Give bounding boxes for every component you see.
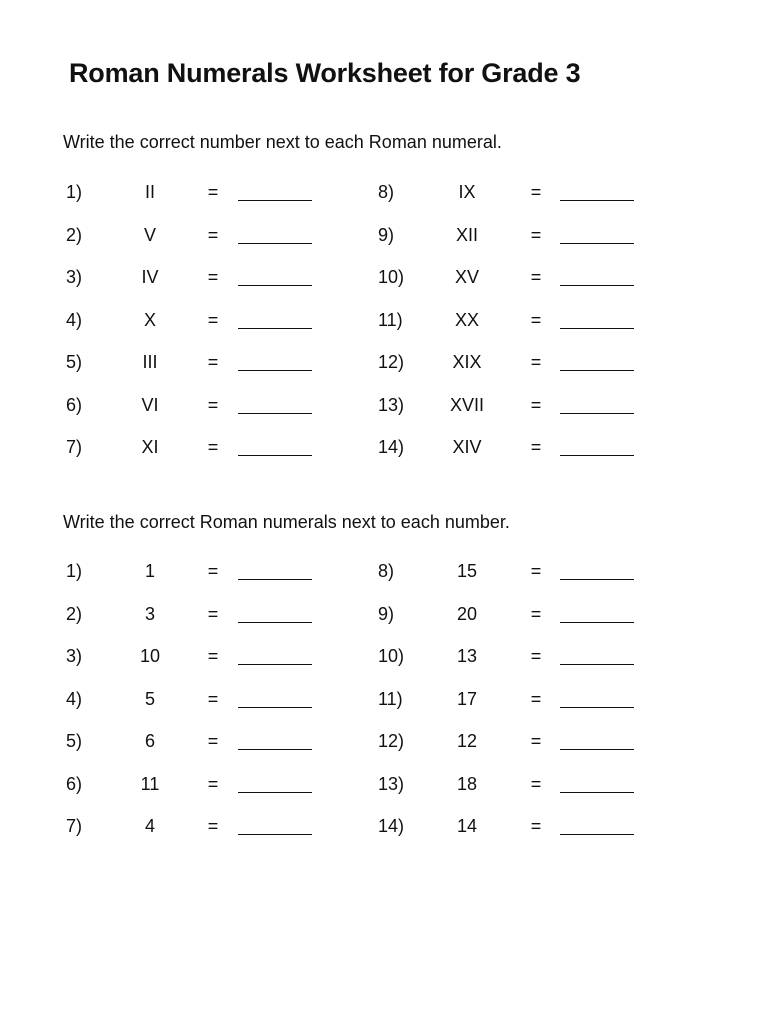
equals-sign: = [530,394,542,415]
problem-number: 13) [378,394,405,415]
problem-row [378,816,634,842]
answer-blank[interactable] [238,352,312,371]
problem-number: 6) [66,773,83,794]
answer-blank[interactable] [238,225,312,244]
problem-row [66,816,312,842]
answer-blank[interactable] [238,774,312,793]
problem-row [66,646,312,672]
problem-number: 12) [378,731,405,751]
answer-blank[interactable] [238,182,312,201]
arabic-number: 15 [456,561,478,581]
answer-blank[interactable] [560,561,634,580]
equals-sign: = [530,773,542,794]
equals-sign: = [530,646,542,666]
arabic-number: 12 [456,731,478,751]
answer-blank[interactable] [238,604,312,623]
problem-number: 8) [378,561,395,581]
problem-number: 8) [378,182,395,202]
problem-row [378,689,634,715]
equals-sign: = [530,352,542,372]
roman-numeral: XV [454,267,479,287]
problem-number: 12) [378,352,405,372]
equals-sign: = [530,267,542,287]
roman-numeral: V [143,224,156,245]
problem-number: 6) [66,394,83,415]
arabic-number: 6 [144,731,155,751]
problem-row [66,689,312,715]
problem-row [378,310,634,336]
roman-numeral: VI [141,394,159,415]
problem-row [66,774,312,800]
answer-blank[interactable] [238,816,312,835]
roman-numeral: X [143,309,156,330]
roman-numeral: XIX [452,352,482,372]
problem-row [66,182,312,208]
equals-sign: = [207,224,219,245]
problem-row [378,182,634,208]
roman-numeral: III [142,352,158,372]
answer-blank[interactable] [238,267,312,286]
answer-blank[interactable] [238,395,312,414]
answer-blank[interactable] [560,689,634,708]
answer-blank[interactable] [560,395,634,414]
problem-row [378,267,634,293]
problem-row [378,225,634,251]
roman-numeral: IV [141,267,159,287]
problem-row [66,225,312,251]
answer-blank[interactable] [238,310,312,329]
problem-row [378,604,634,630]
problem-number: 9) [378,603,395,624]
roman-numeral: XX [454,309,479,330]
equals-sign: = [207,816,219,836]
equals-sign: = [530,816,542,836]
equals-sign: = [207,437,219,457]
problem-row [378,352,634,378]
answer-blank[interactable] [560,267,634,286]
problem-row [378,437,634,463]
equals-sign: = [207,309,219,330]
problem-number: 7) [66,437,83,457]
equals-sign: = [207,731,219,751]
equals-sign: = [207,394,219,415]
problem-row [66,310,312,336]
problem-row [66,395,312,421]
equals-sign: = [530,182,542,202]
problem-row [66,731,312,757]
problem-number: 14) [378,816,405,836]
problem-row [66,561,312,587]
roman-numeral: II [144,182,155,202]
answer-blank[interactable] [560,816,634,835]
answer-blank[interactable] [238,731,312,750]
answer-blank[interactable] [560,774,634,793]
problem-number: 4) [66,309,83,330]
equals-sign: = [207,267,219,287]
answer-blank[interactable] [560,310,634,329]
equals-sign: = [207,646,219,666]
problem-row [66,604,312,630]
problem-number: 2) [66,603,83,624]
equals-sign: = [530,731,542,751]
worksheet-title: Roman Numerals Worksheet for Grade 3 [69,58,581,88]
arabic-number: 1 [144,561,155,581]
problem-row [378,731,634,757]
problem-row [378,646,634,672]
equals-sign: = [207,352,219,372]
answer-blank[interactable] [238,437,312,456]
problem-row [378,395,634,421]
arabic-number: 10 [139,646,161,666]
equals-sign: = [530,561,542,581]
equals-sign: = [207,688,219,709]
section-2-instruction: Write the correct Roman numerals next to each number. [63,512,510,532]
problem-number: 5) [66,352,83,372]
answer-blank[interactable] [238,561,312,580]
answer-blank[interactable] [238,689,312,708]
answer-blank[interactable] [560,352,634,371]
problem-number: 7) [66,816,83,836]
problem-row [378,774,634,800]
arabic-number: 13 [456,646,478,666]
problem-row [66,352,312,378]
arabic-number: 17 [456,688,478,709]
problem-number: 14) [378,437,405,457]
equals-sign: = [207,182,219,202]
equals-sign: = [530,309,542,330]
problem-row [66,267,312,293]
arabic-number: 3 [144,603,155,624]
equals-sign: = [207,561,219,581]
arabic-number: 14 [456,816,478,836]
arabic-number: 4 [144,816,155,836]
equals-sign: = [530,603,542,624]
problem-number: 2) [66,224,83,245]
answer-blank[interactable] [560,182,634,201]
answer-blank[interactable] [560,437,634,456]
problem-number: 3) [66,267,83,287]
arabic-number: 18 [456,773,478,794]
problem-number: 13) [378,773,405,794]
roman-numeral: XVII [449,394,484,415]
equals-sign: = [530,224,542,245]
problem-number: 11) [378,688,403,709]
section-1-instruction: Write the correct number next to each Roman numeral. [63,132,502,152]
roman-numeral: IX [458,182,476,202]
answer-blank[interactable] [560,604,634,623]
roman-numeral: XI [141,437,159,457]
problem-number: 1) [66,561,83,581]
problem-number: 4) [66,688,83,709]
equals-sign: = [207,773,219,794]
problem-number: 1) [66,182,83,202]
answer-blank[interactable] [560,646,634,665]
problem-number: 5) [66,731,83,751]
arabic-number: 20 [456,603,478,624]
problem-number: 9) [378,224,395,245]
answer-blank[interactable] [560,225,634,244]
answer-blank[interactable] [560,731,634,750]
arabic-number: 11 [140,773,160,794]
roman-numeral: XII [455,224,478,245]
roman-numeral: XIV [452,437,482,457]
problem-row [66,437,312,463]
answer-blank[interactable] [238,646,312,665]
equals-sign: = [530,437,542,457]
problem-number: 3) [66,646,83,666]
problem-number: 10) [378,646,405,666]
equals-sign: = [530,688,542,709]
problem-number: 11) [378,309,403,330]
equals-sign: = [207,603,219,624]
arabic-number: 5 [144,688,155,709]
problem-row [378,561,634,587]
problem-number: 10) [378,267,405,287]
